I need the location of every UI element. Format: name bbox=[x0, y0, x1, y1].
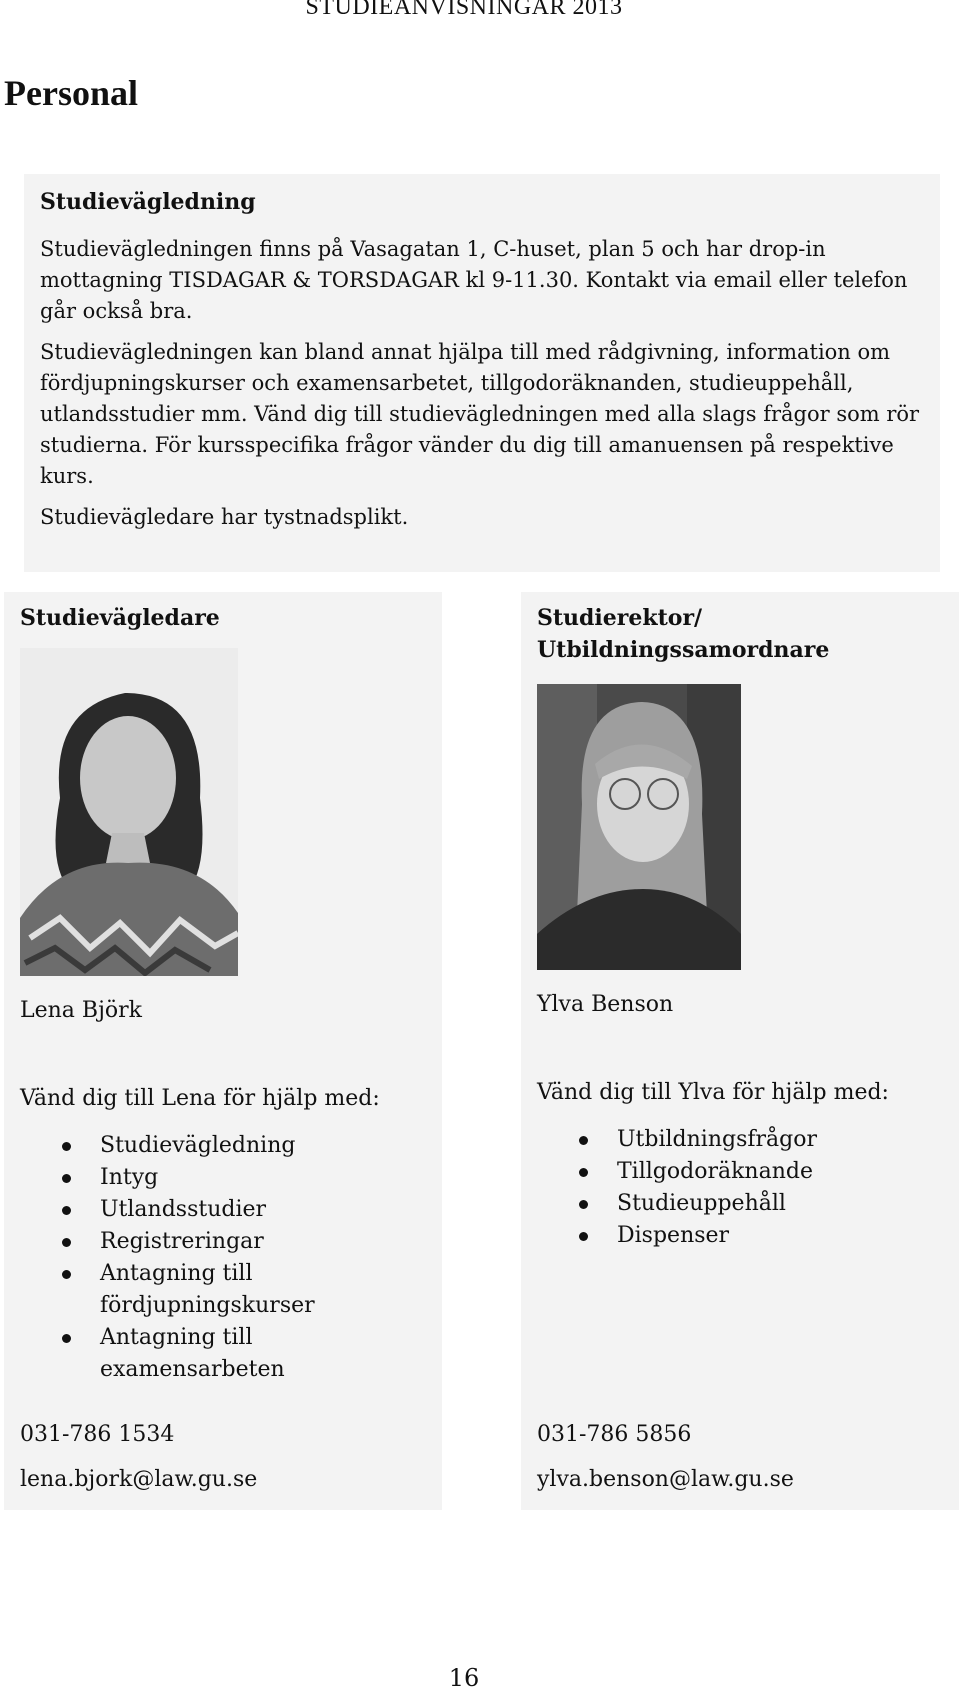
info-paragraph: Studievägledningen kan bland annat hjälpa till med rådgivning, information om fördjupningskurser och examensarbetet, tillgodoräknanden, studieuppehåll, utlandsstudier mm. Vänd dig till studievägledningen med alla slags frågor som rör studierna. För kursspecifika frågor vänder du dig till amanuensen på respektive kurs. bbox=[40, 340, 920, 488]
contact-role bbox=[537, 602, 943, 666]
list-item: Dispenser bbox=[617, 1220, 943, 1252]
page-title: Personal bbox=[4, 73, 138, 113]
info-paragraph: Studievägledare har tystnadsplikt. bbox=[40, 505, 409, 529]
help-list bbox=[20, 1130, 426, 1386]
info-paragraph: Studievägledningen finns på Vasagatan 1, C-huset, plan 5 och har drop-in mottagning TISDAGAR & TORSDAGAR kl 9-11.30. Kontakt via email eller telefon går också bra. bbox=[40, 237, 908, 323]
running-header: STUDIEANVISNINGAR 2013 bbox=[305, 0, 623, 20]
contact-email[interactable]: lena.bjork@law.gu.se bbox=[20, 1467, 258, 1492]
portrait-photo bbox=[537, 684, 741, 970]
info-box-heading: Studievägledning bbox=[40, 189, 256, 215]
help-lead: Vänd dig till Lena för hjälp med: bbox=[20, 1086, 380, 1111]
contact-name: Ylva Benson bbox=[537, 992, 674, 1017]
list-item: Studieuppehåll bbox=[617, 1188, 943, 1220]
contact-role-line: Utbildningssamordnare bbox=[537, 637, 830, 663]
contact-card-ylva bbox=[521, 592, 959, 1510]
list-item: Antagning till fördjupningskurser bbox=[100, 1258, 426, 1322]
contact-role-line: Studierektor/ bbox=[537, 605, 703, 631]
page-number: 16 bbox=[448, 1664, 480, 1692]
list-item: Utbildningsfrågor bbox=[617, 1124, 943, 1156]
contact-card-lena bbox=[4, 592, 442, 1510]
list-item: Utlandsstudier bbox=[100, 1194, 426, 1226]
contact-phone: 031-786 5856 bbox=[537, 1422, 692, 1447]
help-lead: Vänd dig till Ylva för hjälp med: bbox=[537, 1080, 889, 1105]
help-list bbox=[537, 1124, 943, 1252]
list-item: Studievägledning bbox=[100, 1130, 426, 1162]
contact-role: Studievägledare bbox=[20, 605, 220, 631]
list-item: Registreringar bbox=[100, 1226, 426, 1258]
portrait-photo bbox=[20, 648, 238, 976]
list-item: Tillgodoräknande bbox=[617, 1156, 943, 1188]
contact-name: Lena Björk bbox=[20, 998, 142, 1023]
contact-email[interactable]: ylva.benson@law.gu.se bbox=[537, 1467, 794, 1492]
contact-phone: 031-786 1534 bbox=[20, 1422, 175, 1447]
list-item: Intyg bbox=[100, 1162, 426, 1194]
list-item: Antagning till examensarbeten bbox=[100, 1322, 426, 1386]
study-guidance-info-box bbox=[24, 174, 940, 572]
